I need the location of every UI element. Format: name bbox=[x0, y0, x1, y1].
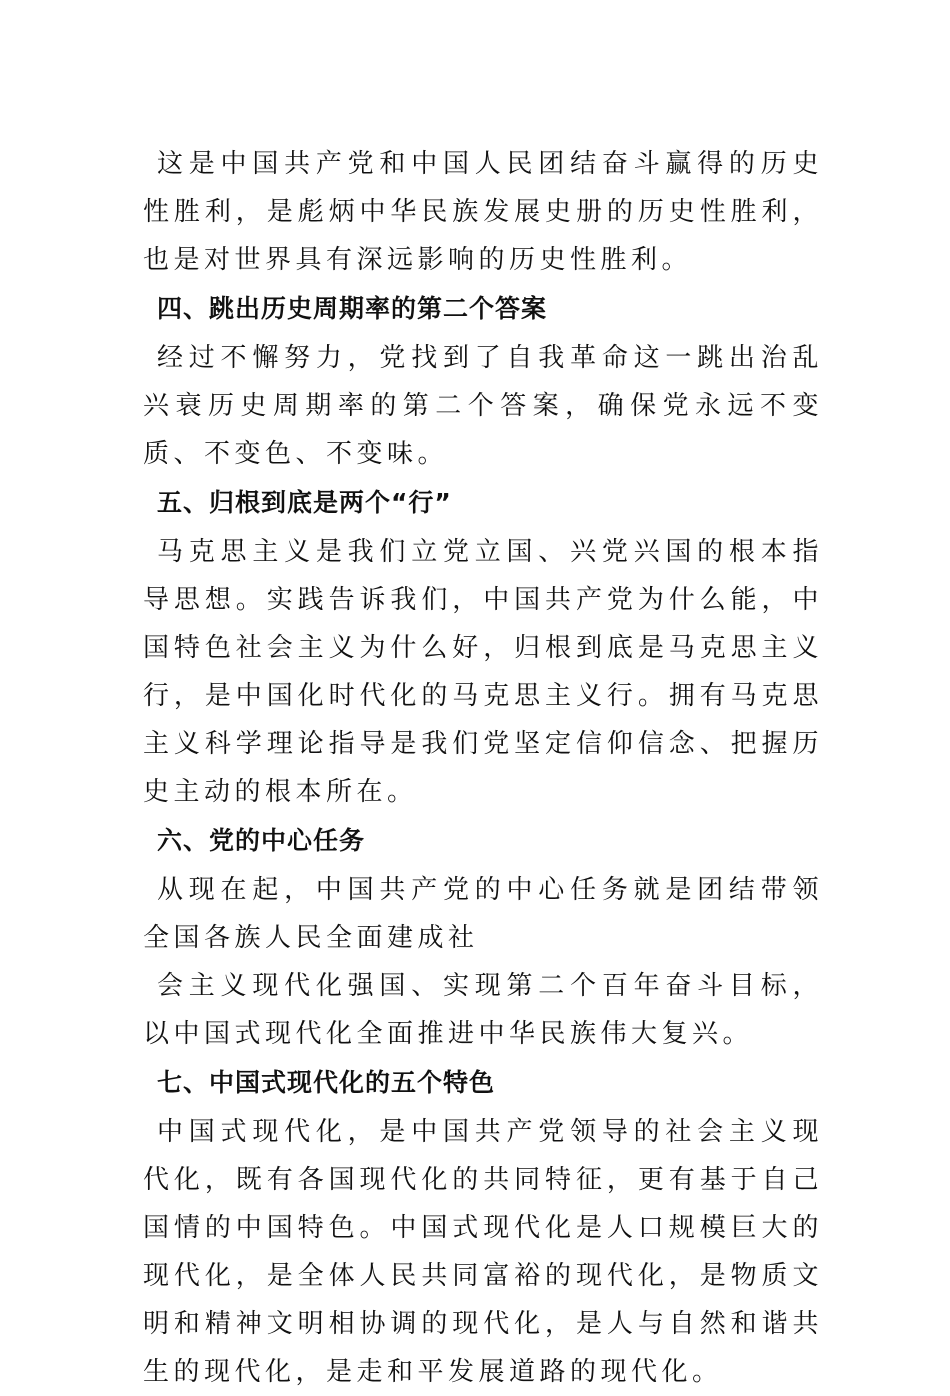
paragraph-central-task-part2: 会主义现代化强国、实现第二个百年奋斗目标，以中国式现代化全面推进中华民族伟大复兴。 bbox=[143, 971, 823, 1049]
paragraph-central-task-part1: 从现在起，中国共产党的中心任务就是团结带领全国各族人民全面建成社 bbox=[143, 875, 823, 953]
section-heading-5: 五、归根到底是两个“行” bbox=[157, 488, 452, 517]
paragraph-self-revolution: 经过不懈努力，党找到了自我革命这一跳出治乱兴衰历史周期率的第二个答案，确保党永远不变质、不变色、不变味。 bbox=[143, 343, 823, 469]
section-heading-6: 六、党的中心任务 bbox=[157, 826, 366, 855]
paragraph-chinese-modernization: 中国式现代化，是中国共产党领导的社会主义现代化，既有各国现代化的共同特征，更有基于自己国情的中国特色。中国式现代化是人口规模巨大的现代化，是全体人民共同富裕的现代化，是物质文明和精神文明相协调的现代化，是人与自然和谐共生的现代化，是走和平发展道路的现代化。 bbox=[143, 1117, 823, 1387]
document-body bbox=[143, 140, 823, 1396]
section-heading-4: 四、跳出历史周期率的第二个答案 bbox=[157, 294, 548, 323]
section-heading-7: 七、中国式现代化的五个特色 bbox=[157, 1068, 496, 1097]
paragraph-marxism: 马克思主义是我们立党立国、兴党兴国的根本指导思想。实践告诉我们，中国共产党为什么能，中国特色社会主义为什么好，归根到底是马克思主义行，是中国化时代化的马克思主义行。拥有马克思主义科学理论指导是我们党坚定信仰信念、把握历史主动的根本所在。 bbox=[143, 537, 823, 807]
paragraph-historic-victory: 这是中国共产党和中国人民团结奋斗赢得的历史性胜利，是彪炳中华民族发展史册的历史性胜利，也是对世界具有深远影响的历史性胜利。 bbox=[143, 149, 823, 275]
